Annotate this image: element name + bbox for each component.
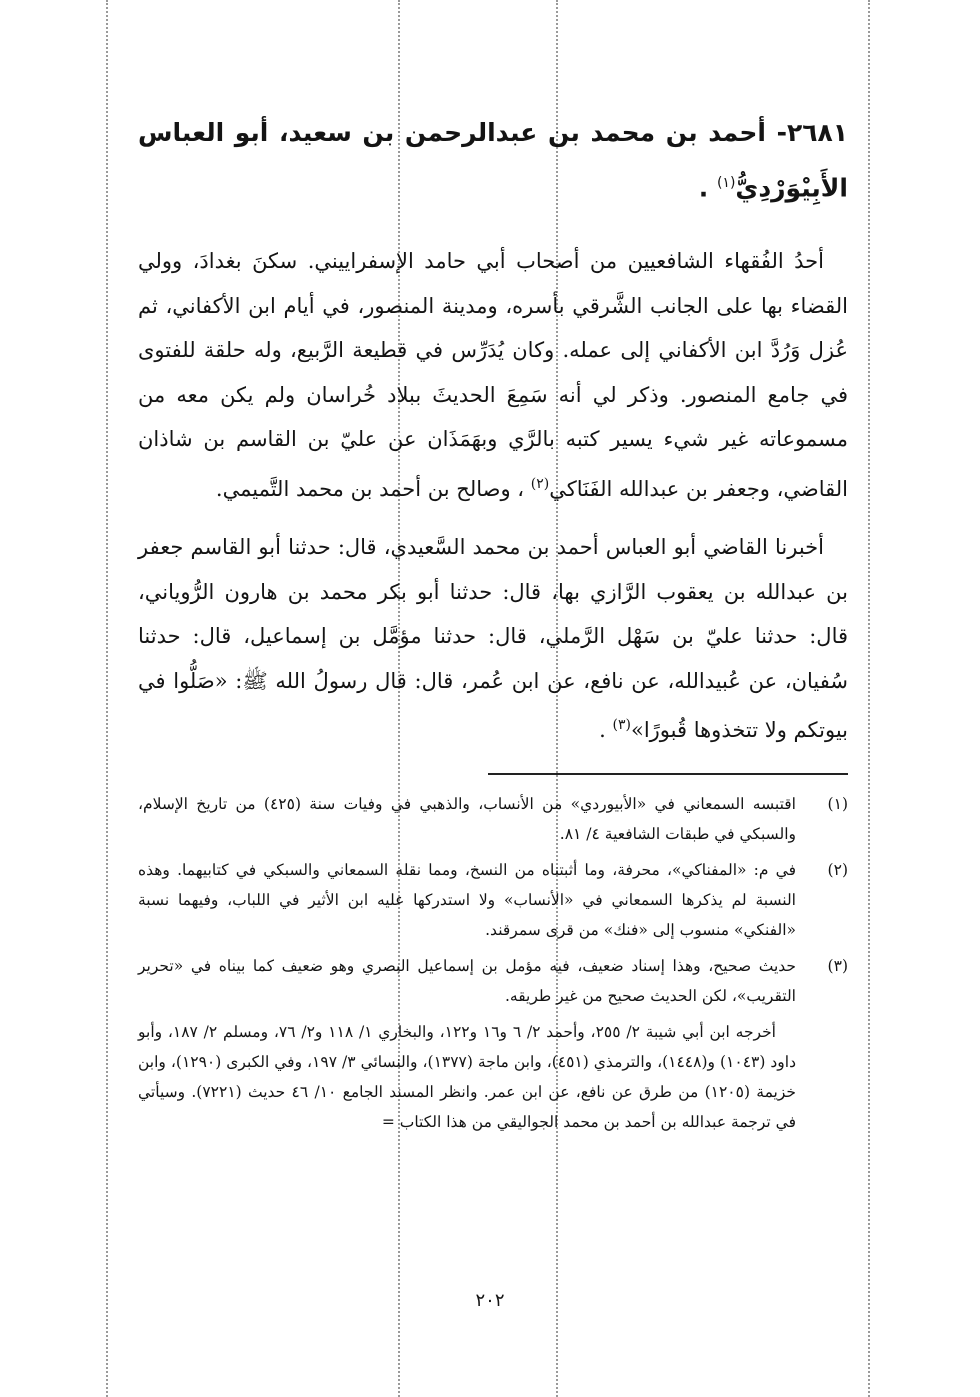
footnote-number: (٣) — [827, 956, 848, 975]
entry-heading-text: ٢٦٨١- أحمد بن محمد بن عبدالرحمن بن سعيد، أبو العباس الأَبِيْوَرْدِيُّ — [138, 118, 848, 203]
entry-heading-tail: . — [698, 173, 717, 203]
entry-heading — [138, 108, 848, 213]
hadith-text: أخبرنا القاضي أبو العباس أحمد بن محمد السَّعيدي، قال: حدثنا أبو القاسم جعفر بن عبدالله بن يعقوب الرَّازي بها، قال: حدثنا أبو بكر محمد بن هارون الرُّوياني، قال: حدثنا عليّ بن سَهْل الرَّملي، قال: حدثنا مؤمَّل بن إسماعيل، قال: حدثنا سُفيان، عن عُبيدالله، عن نافع، عن ابن عُمر، قال: قال رسولُ الله ﷺ: «صَلُّوا في بيوتكم ولا تتخذوها قُبورًا» — [138, 535, 848, 743]
hadith-text-tail: . — [599, 718, 613, 743]
footnote — [138, 789, 848, 849]
hadith-paragraph — [138, 525, 848, 753]
biography-text: أحدُ الفُقهاء الشافعيين من أصحاب أبي حامد الإسفراييني. سكنَ بغدادَ، وولي القضاء بها على الجانب الشَّرقي بأسره، ومدينة المنصور، في أيام ابن الأكفاني، ثم عُزل وَرُدَّ ابن الأكفاني إلى عمله. وكان يُدَرِّس في قطيعة الرَّبيع، وله حلقة للفتوى في جامع المنصور. وذكر لي أنه سَمِعَ الحديثَ ببلاد خُراسان ولم يكن معه من مسموعاته غير شيء يسير كتبه بالرَّي وبهَمَذَان عن عليّ بن القاسم بن شاذان القاضي، وجعفر بن عبدالله الفَنَاكي — [138, 249, 848, 501]
footnote-number: (١) — [827, 794, 848, 813]
footnote — [138, 951, 848, 1011]
footnote-continuation: أخرجه ابن أبي شيبة ٢/ ٢٥٥، وأحمد ٢/ ٦ و١٦ و١٢٢، والبخاري ١/ ١١٨ و٢/ ٧٦، ومسلم ٢/ ١٨٧، وأبو داود (١٠٤٣) و(١٤٤٨)، والترمذي (٤٥١)، وابن ماجة (١٣٧٧)، والنسائي ٣/ ١٩٧، وفي الكبرى (١٢٩٠)، وابن خزيمة (١٢٠٥) من طرق عن نافع، عن ابن عمر. وانظر المسند الجامع ١٠/ ٤٦ حديث (٧٢٢١). وسيأتي في ترجمة عبدالله بن أحمد بن محمد الجواليقي من هذا الكتاب = — [138, 1022, 796, 1131]
footnote-text: حديث صحيح، وهذا إسناد ضعيف، فيه مؤمل بن إسماعيل البصري وهو ضعيف كما بيناه في «تحرير التقريب»، لكن الحديث صحيح من غير طريقه. — [138, 956, 796, 1005]
margin-guide-left — [106, 0, 108, 1397]
footnote-text: في م: «المفناكي»، محرفة، وما أثبتناه من النسخ، ومما نقله السمعاني والسبكي في كتابيهما. وهذه النسبة لم يذكرها السمعاني في «الأنساب» ولا استدركها عليه ابن الأثير في اللباب، وفيهما نسبة «الفنكي» منسوب إلى «فنك» من قرى سمرقند. — [138, 860, 796, 939]
margin-guide-right — [868, 0, 870, 1397]
biography-text-tail: ، وصالح بن أحمد بن محمد التَّميمي. — [215, 476, 531, 501]
footnote-number: (٢) — [827, 860, 848, 879]
page-body — [138, 108, 848, 1137]
biography-paragraph — [138, 239, 848, 511]
heading-footnote-marker[interactable]: (١) — [716, 175, 736, 191]
footnote-marker-3[interactable]: (٣) — [612, 717, 631, 734]
page-number: ٢٠٢ — [475, 1290, 505, 1311]
footnote-marker-2[interactable]: (٢) — [530, 475, 550, 492]
footnote — [138, 855, 848, 945]
footnote-text: اقتبسه السمعاني في «الأبيوردي» من الأنساب، والذهبي في وفيات سنة (٤٢٥) من تاريخ الإسلام، والسبكي في طبقات الشافعية ٤/ ٨١. — [138, 794, 796, 843]
footnote-separator — [488, 773, 848, 775]
